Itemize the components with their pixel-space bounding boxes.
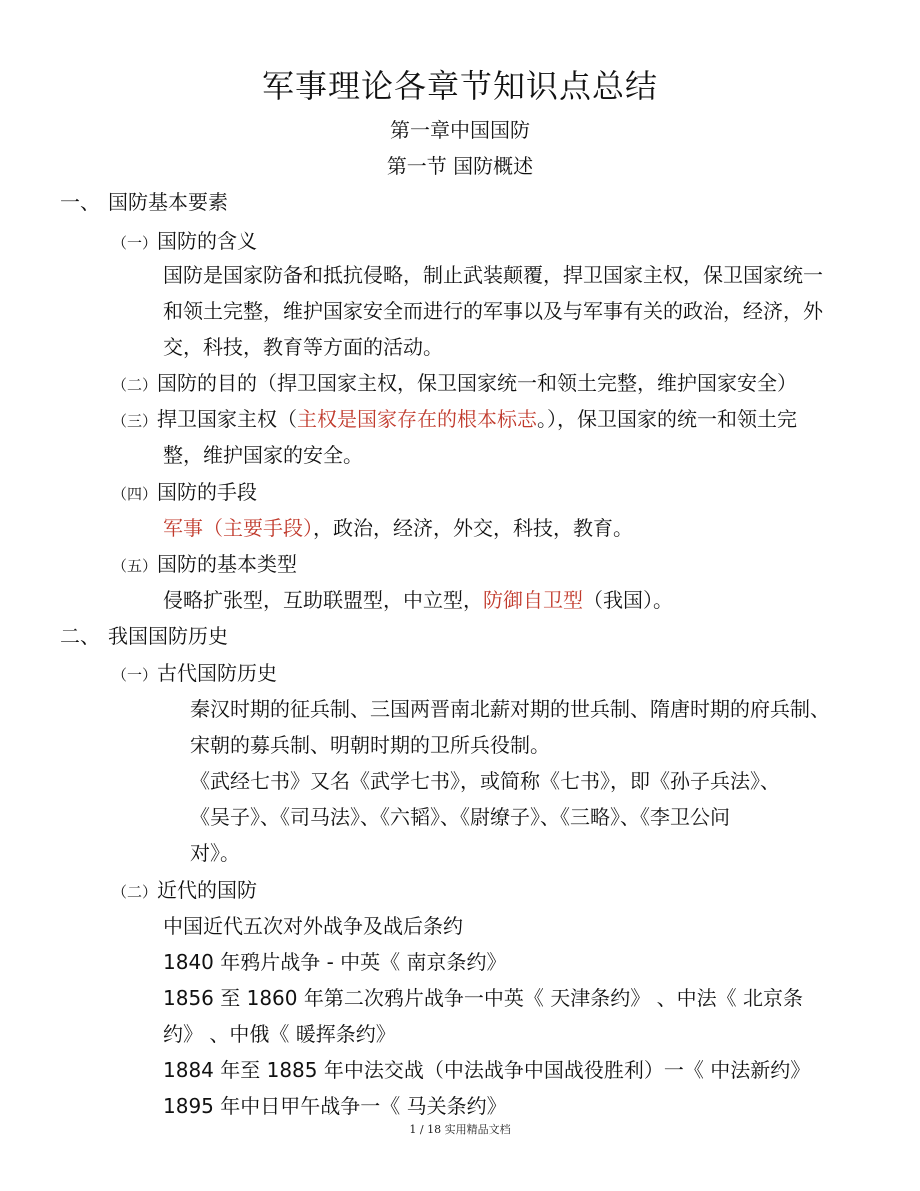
subheading-text: 国防的含义 — [157, 229, 258, 253]
paragraph-line: 《武经七书》又名《武学七书》，或简称《七书》，即《孙子兵法》、 — [190, 769, 780, 793]
paragraph-line: 1895 年中日甲午战争一《 马关条约》 — [163, 1094, 507, 1118]
page-footer: 1 / 18 实用精品文档 — [409, 1123, 511, 1136]
subheading-number: （二） — [112, 883, 158, 901]
document-title: 军事理论各章节知识点总结 — [261, 67, 658, 105]
paragraph-line: 1884 年至 1885 年中法交战（中法战争中国战役胜利）一《 中法新约》 — [163, 1058, 811, 1082]
paragraph-line: 对》。 — [190, 841, 240, 865]
subheading-text: 近代的国防 — [157, 878, 258, 902]
paragraph-line: 和领土完整，维护国家安全而进行的军事以及与军事有关的政治，经济，外 — [163, 299, 823, 323]
paragraph-line: 中国近代五次对外战争及战后条约 — [163, 914, 463, 938]
paragraph-line: 整，维护国家的安全。 — [163, 443, 363, 467]
subheading-5 — [112, 550, 297, 580]
heading-number: 一、 — [60, 190, 100, 214]
paragraph-line — [163, 514, 633, 542]
subheading-3 — [112, 405, 797, 435]
paragraph-line — [163, 586, 673, 614]
subheading-number: （一） — [112, 666, 158, 684]
heading-basic-elements: 国防基本要素 — [108, 190, 228, 214]
subheading-number: （三） — [112, 412, 158, 430]
paragraph-line: 宋朝的募兵制、明朝时期的卫所兵役制。 — [190, 733, 550, 757]
subheading-number: （二） — [112, 376, 158, 394]
subheading-text: 国防的目的（捍卫国家主权，保卫国家统一和领土完整，维护国家安全） — [157, 371, 798, 395]
subheading-text: 国防的基本类型 — [157, 552, 298, 576]
highlight-text: 防御自卫型 — [483, 588, 583, 612]
subheading-number: （五） — [112, 557, 158, 575]
paragraph-text: ，政治，经济，外交，科技，教育。 — [313, 516, 633, 540]
paragraph-line: 约》 、中俄《 暖挥条约》 — [163, 1022, 396, 1046]
subheading-text-rest: 。），保卫国家的统一和领土完 — [537, 407, 798, 431]
paragraph-text: 侵略扩张型，互助联盟型，中立型， — [163, 588, 483, 612]
subheading-2 — [112, 369, 797, 399]
paragraph-line: 1840 年鸦片战争 - 中英《 南京条约》 — [163, 950, 507, 974]
heading-number: 二、 — [60, 624, 100, 648]
subheading-text: 捍卫国家主权（ — [157, 407, 298, 431]
subheading-6 — [112, 659, 277, 689]
highlight-text: 主权是国家存在的根本标志 — [297, 407, 538, 431]
subheading-1 — [112, 227, 257, 257]
subheading-4 — [112, 478, 257, 508]
subheading-7 — [112, 876, 257, 906]
heading-defense-history: 我国国防历史 — [108, 624, 228, 648]
highlight-text: 军事（主要手段） — [163, 516, 313, 540]
subheading-text: 古代国防历史 — [157, 661, 278, 685]
paragraph-line: 交，科技，教育等方面的活动。 — [163, 335, 443, 359]
subheading-number: （一） — [112, 234, 158, 252]
chapter-heading: 第一章中国国防 — [390, 118, 530, 142]
paragraph-line: 秦汉时期的征兵制、三国两晋南北薪对期的世兵制、隋唐时期的府兵制、 — [190, 697, 830, 721]
subheading-number: （四） — [112, 485, 158, 503]
paragraph-line: 1856 至 1860 年第二次鸦片战争一中英《 天津条约》 、中法《 北京条 — [163, 986, 803, 1010]
paragraph-line: 《吴子》、《司马法》、《六韬》、《尉缭子》、《三略》、《李卫公问 — [190, 805, 730, 829]
subheading-text: 国防的手段 — [157, 480, 258, 504]
paragraph-line: 国防是国家防备和抵抗侵略，制止武装颠覆，捍卫国家主权，保卫国家统一 — [163, 263, 823, 287]
section-heading: 第一节 国防概述 — [386, 154, 534, 178]
paragraph-text-rest: （我国）。 — [583, 588, 673, 612]
